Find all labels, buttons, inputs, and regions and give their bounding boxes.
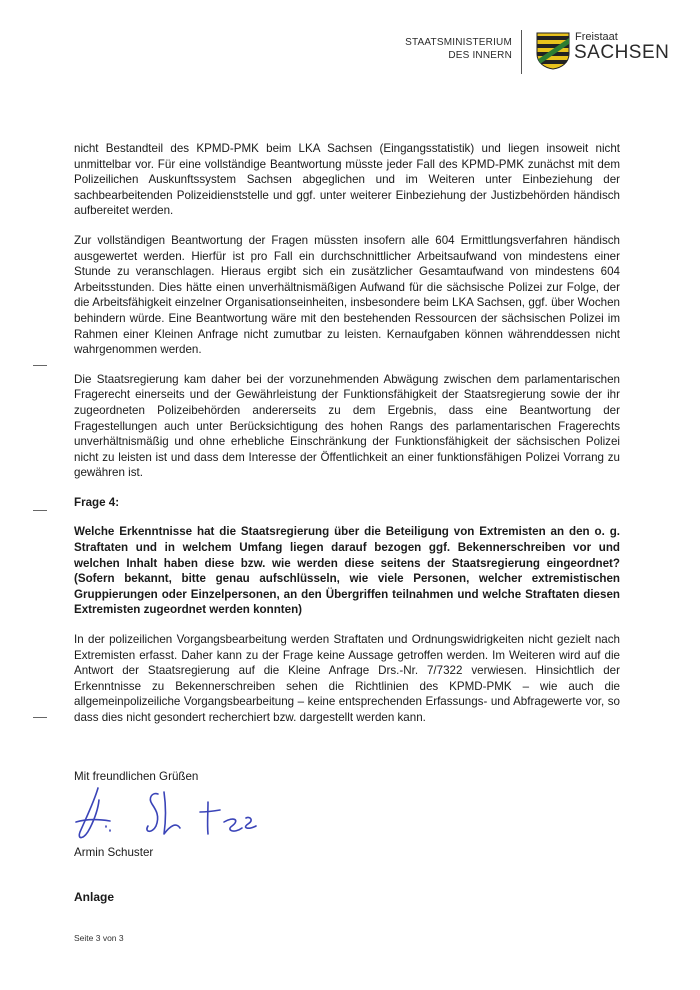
- page-number: Seite 3 von 3: [74, 933, 124, 943]
- margin-fold-mark: [33, 510, 47, 511]
- state-label-large: SACHSEN: [574, 42, 670, 63]
- saxony-coat-of-arms-icon: [536, 32, 570, 70]
- body-paragraph-3: Die Staatsregierung kam daher bei der vorzunehmenden Abwägung zwischen dem parlamentarischen Fragerecht einerseits und der Gewährleistung der Funktionsfähigkeit der Staatsregierung sowie der ihr zugeordneten Polizeibehörden andererseits zu dem Ergebnis, dass eine Beantwortung der Fragestellungen auch unter Berücksichtigung des hohen Rangs des parlamentarischen Fragerechts unverhältnismäßig und ohne erhebliche Einschränkung der Funktionsfähigkeit der sächsischen Polizei nicht zu leisten ist und dass dem Interesse der Öffentlichkeit an einer funktionsfähigen Polizei Vorrang zu gewähren ist.: [74, 372, 620, 480]
- signer-name: Armin Schuster: [74, 846, 154, 859]
- margin-fold-mark: [33, 717, 47, 718]
- letterhead: [380, 28, 680, 78]
- body-paragraph-2: Zur vollständigen Beantwortung der Fragen müssten insofern alle 604 Ermittlungsverfahren händisch ausgewertet werden. Hierfür ist pro Fall ein durchschnittlicher Arbeitsaufwand von mindestens einer Stunde zu veranschlagen. Hieraus ergibt sich ein zusätzlicher Gesamtaufwand von mindestens 604 Arbeitsstunden. Dies hätte einen unverhältnismäßigen Aufwand für die sächsische Polizei zur Folge, der die Arbeitsfähigkeit einzelner Organisationseinheiten, insbesondere beim LKA Sachsen, ggf. über Wochen behindern würde. Eine Beantwortung wäre mit den bestehenden Ressourcen der sächsischen Polizei im Rahmen einer Kleinen Anfrage nicht zumutbar zu leisten. Kernaufgaben können währenddessen nicht wahrgenommen werden.: [74, 233, 620, 357]
- ministry-line-2: DES INNERN: [448, 50, 512, 61]
- answer-paragraph: In der polizeilichen Vorgangsbearbeitung werden Straftaten und Ordnungswidrigkeiten nicht gezielt nach Extremisten erfasst. Daher kann zu der Frage keine Aussage getroffen werden. Im Weiteren wird auf die Antwort der Staatsregierung auf die Kleine Anfrage Drs.-Nr. 7/7322 verwiesen. Hinsichtlich der Erkenntnisse zu Bekennerschreiben sehen die Richtlinien des KPMD-PMK – wie auch die allgemeinpolizeiliche Vorgangsbearbeitung – keine entsprechenden Erfassungs- und Abfragewerte vor, so dass dies nicht gesondert recherchiert bzw. dargestellt werden kann.: [74, 633, 620, 724]
- closing-greeting: Mit freundlichen Grüßen: [74, 770, 199, 783]
- question-title: Frage 4:: [74, 495, 120, 509]
- header-divider: [521, 30, 522, 74]
- ministry-name: [380, 36, 512, 62]
- question-text: Welche Erkenntnisse hat die Staatsregierung über die Beteiligung von Extremisten an den o. g. Straftaten und in welchem Umfang liegen darauf bezogen ggf. Bekennerschreiben vor und welchen Inhalt haben diese bzw. wie werden diese seitens der Staatsregierung eingeordnet? (Sofern bekannt, bitte genau aufschlüsseln, wie viele Personen, welcher extremistischen Gruppierungen oder Einzelpersonen, an den Übergriffen teilnahmen und welche Straftaten diesen Extremisten zugeordnet werden konnten): [74, 525, 620, 617]
- attachment-label: Anlage: [74, 890, 115, 904]
- letter-body: [74, 141, 620, 740]
- ministry-line-1: STAATSMINISTERIUM: [405, 37, 512, 48]
- handwritten-signature: [72, 782, 262, 852]
- state-label-small: Freistaat: [575, 31, 618, 43]
- margin-fold-mark: [33, 365, 47, 366]
- body-paragraph-1: nicht Bestandteil des KPMD-PMK beim LKA Sachsen (Eingangsstatistik) und liegen insoweit nicht unmittelbar vor. Für eine vollständige Beantwortung müsste jeder Fall des KPMD-PMK zunächst mit dem Polizeilichen Auskunftssystem Sachsen abgeglichen und im Weiteren unter Einbeziehung der sachbearbeitenden Polizeidienststelle und ggf. unter weiterer Einbeziehung der Justizbehörden händisch aufbereitet werden.: [74, 142, 620, 218]
